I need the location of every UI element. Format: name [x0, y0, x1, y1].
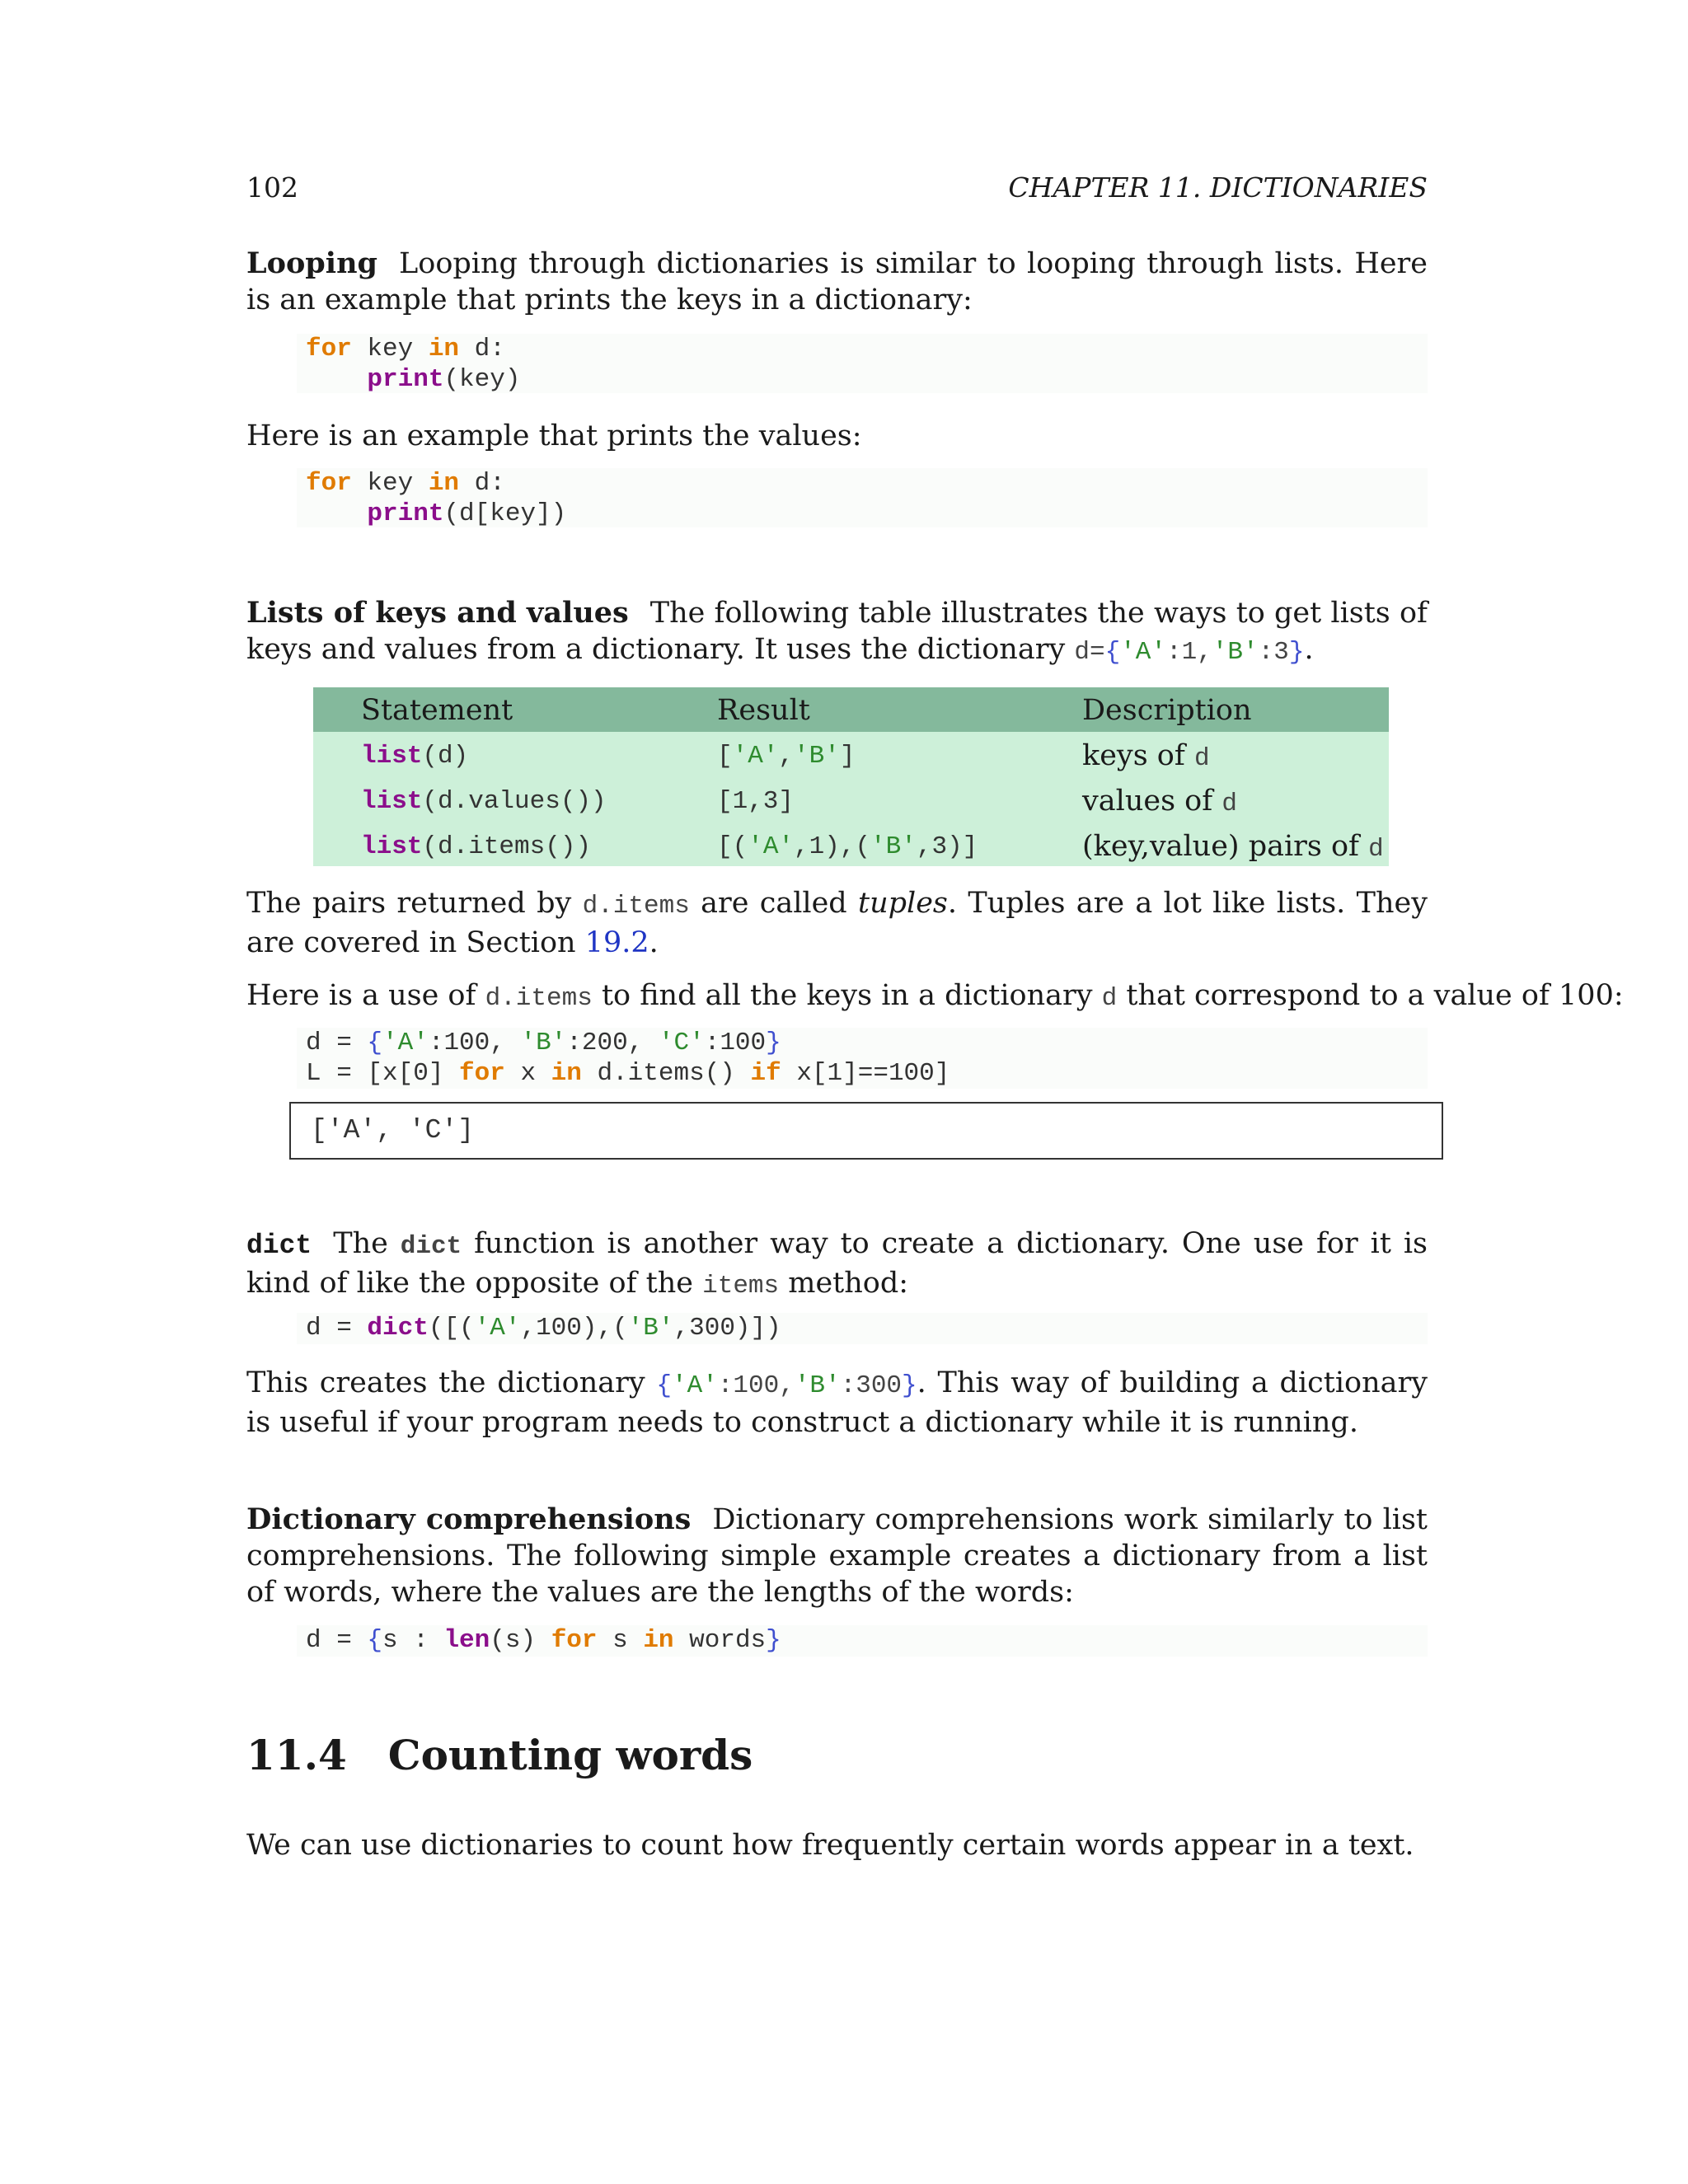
header-statement: Statement: [361, 694, 513, 727]
code-block-values: for key in d: print(d[key]): [297, 468, 1428, 527]
comprehensions-lead: Dictionary comprehensions: [246, 1502, 692, 1536]
row2-description: values of d: [1082, 785, 1237, 818]
output-box: ['A', 'C']: [289, 1102, 1443, 1160]
items-use-paragraph: Here is a use of d.items to find all the keys in a dictionary d that correspond to a value of 100:: [246, 979, 1624, 1013]
table-header-row: [313, 687, 1389, 732]
row3-result: [('A',1),('B',3)]: [717, 832, 978, 861]
row3-description: (key,value) pairs of d: [1082, 830, 1384, 864]
closing-paragraph: We can use dictionaries to count how frequently certain words appear in a text.: [246, 1829, 1414, 1862]
section-title: Counting words: [387, 1731, 753, 1779]
values-intro: Here is an example that prints the values:: [246, 419, 862, 452]
tuples-paragraph: The pairs returned by d.items are called tuples. Tuples are a lot like lists. They are covered in Section 19.2.: [246, 887, 1428, 959]
row1-description: keys of d: [1082, 739, 1210, 773]
row2-result: [1,3]: [717, 787, 795, 816]
section-number: 11.4: [246, 1731, 347, 1779]
looping-text: Looping through dictionaries is similar to looping through lists. Here is an example that prints the keys in a dictionary:: [246, 247, 1428, 316]
code-block-items: d = {'A':100, 'B':200, 'C':100} L = [x[0] for x in d.items() if x[1]==100]: [297, 1028, 1428, 1089]
chapter-header: CHAPTER 11. DICTIONARIES: [1008, 171, 1428, 204]
lists-lead: Lists of keys and values: [246, 596, 629, 630]
page-number: 102: [246, 171, 298, 204]
row3-statement: list(d.items()): [361, 832, 592, 861]
dict-after-paragraph: This creates the dictionary {'A':100,'B':300}. This way of building a dictionary is useful if your program needs to construct a dictionary while it is running.: [246, 1366, 1428, 1439]
code-block-comprehension: d = {s : len(s) for s in words}: [297, 1625, 1428, 1657]
section-heading: [246, 1731, 753, 1779]
row2-statement: list(d.values()): [361, 787, 607, 816]
header-description: Description: [1082, 694, 1252, 727]
dictionary-methods-table: [313, 687, 1389, 866]
looping-paragraph: [246, 246, 1428, 318]
comprehensions-paragraph: Dictionary comprehensions Dictionary comprehensions work similarly to list comprehensions. The following simple example creates a dictionary from a list of words, where the values are the lengths of the words:: [246, 1502, 1428, 1609]
section-link[interactable]: 19.2: [584, 926, 649, 959]
code-block-dict: d = dict([('A',100),('B',300)]): [297, 1313, 1428, 1344]
header-result: Result: [717, 694, 810, 727]
dict-lead: dict: [246, 1230, 312, 1261]
row1-result: ['A','B']: [717, 742, 856, 771]
lists-paragraph: Lists of keys and values The following table illustrates the ways to get lists of keys and values from a dictionary. It uses the dictionary d={'A':1,'B':3}.: [246, 596, 1428, 667]
looping-lead: Looping: [246, 246, 377, 280]
row1-statement: list(d): [361, 742, 469, 771]
code-block-keys: for key in d: print(key): [297, 334, 1428, 393]
dict-paragraph: dict The dict function is another way to create a dictionary. One use for it is kind of like the opposite of the items method:: [246, 1227, 1428, 1301]
table-body: [313, 732, 1389, 866]
